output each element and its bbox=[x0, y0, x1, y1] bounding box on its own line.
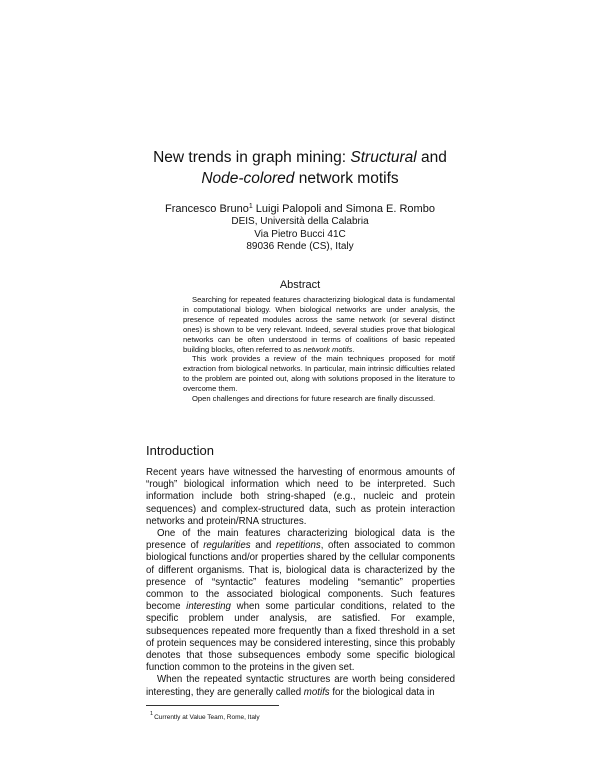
title-italic-structural: Structural bbox=[350, 149, 417, 166]
introduction-body bbox=[146, 467, 455, 699]
affiliation-line: Via Pietro Bucci 41C bbox=[254, 228, 346, 240]
body-paragraph: One of the main features characterizing biological data is the presence of regularities and repetitions, often associated to common biological functions and/or properties shared by the cellular components of different organisms. That is, biological data is characterized by the presence of “syntactic” features modeling “semantic” properties common to the associated biological components. Such features become interesting when some particular conditions, related to the specific problem under analysis, are satisfied. For example, subsequences repeated more frequently than a fixed threshold in a set of protein sequences may be considered interesting, since this probably denotes that those subsequences embody some specific biological function common to the proteins in the given set. bbox=[146, 528, 455, 674]
affiliation-line: 89036 Rende (CS), Italy bbox=[246, 241, 354, 252]
footnote bbox=[150, 710, 260, 722]
body-paragraph: When the repeated syntactic structures are worth being considered interesting, they are generally called motifs for the biological data in bbox=[146, 674, 455, 698]
abstract-heading: Abstract bbox=[279, 279, 321, 291]
affiliation bbox=[0, 216, 600, 254]
author-list bbox=[0, 200, 600, 216]
title-line-2: Node-colored network motifs bbox=[201, 170, 399, 187]
author-name: Francesco Bruno bbox=[165, 203, 249, 215]
title-line-1: New trends in graph mining: Structural and bbox=[153, 149, 447, 166]
abstract-paragraph: This work provides a review of the main techniques proposed for motif extraction from biological networks. In particular, main intrinsic difficulties related to the problem are pointed out, along with solutions proposed in the literature to overcome them. bbox=[183, 354, 455, 394]
footnote-divider bbox=[146, 705, 279, 706]
footnote-mark: 1 bbox=[248, 203, 253, 210]
abstract-body bbox=[183, 295, 455, 404]
affiliation-line: DEIS, Università della Calabria bbox=[231, 216, 369, 227]
section-heading-introduction: Introduction bbox=[146, 443, 214, 458]
other-authors: Luigi Palopoli and Simona E. Rombo bbox=[252, 203, 435, 215]
abstract-paragraph: Open challenges and directions for future research are finally discussed. bbox=[192, 394, 436, 404]
body-paragraph: Recent years have witnessed the harvesting of enormous amounts of “rough” biological information which need to be interpreted. Such information include both string-shaped (e.g., nucleic and protein sequences) and complex-structured data, such as protein interaction networks and protein/RNA structures. bbox=[146, 467, 455, 527]
title-italic-node-colored: Node-colored bbox=[201, 170, 295, 187]
footnote-number: 1 bbox=[150, 711, 154, 717]
abstract-paragraph: Searching for repeated features characterizing biological data is fundamental in computational biology. When biological networks are under analysis, the presence of repeated modules across the same network (or several distinct ones) is shown to be very relevant. Indeed, several studies prove that biological networks can be often understood in terms of coalitions of basic repeated building blocks, often referred to as network motifs. bbox=[183, 295, 455, 354]
footnote-text: Currently at Value Team, Rome, Italy bbox=[154, 714, 260, 721]
